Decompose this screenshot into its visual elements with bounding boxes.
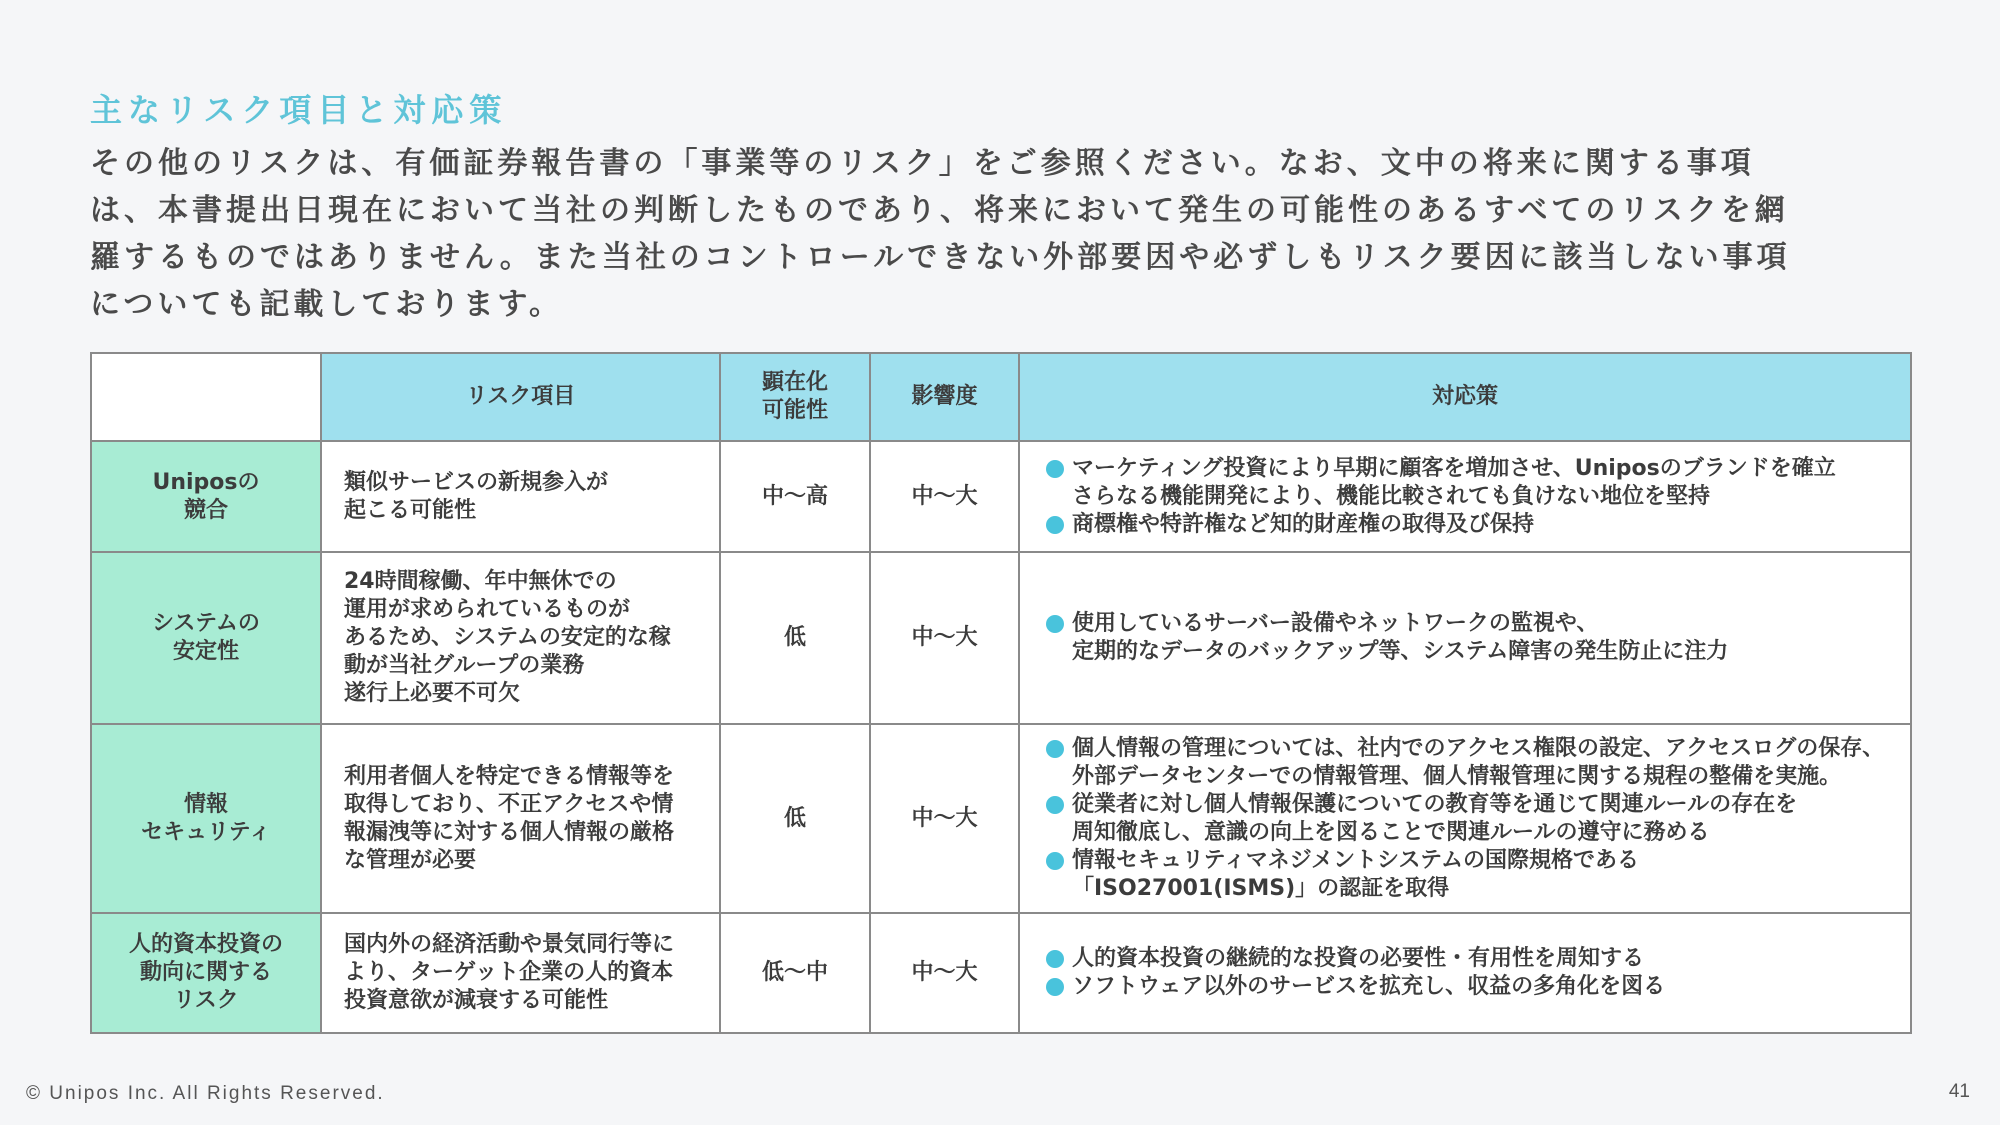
- category-line: 動向に関する: [139, 960, 272, 985]
- intro-line: についても記載しております。: [90, 287, 563, 322]
- item-line: 類似サービスの新規参入が: [344, 469, 609, 495]
- item-line: 取得しており、不正アクセスや情: [344, 791, 674, 817]
- measure-continuation: 「ISO27001(ISMS)」の認証を取得: [1072, 875, 1450, 901]
- intro-paragraph: [90, 140, 1890, 328]
- measure-item: [1046, 945, 1910, 973]
- page-number: 41: [1948, 1081, 1970, 1102]
- intro-line: 羅するものではありません。また当社のコントロールできない外部要因や必ずしもリスク要因に該当しない事項: [90, 240, 1791, 275]
- bullet-dot-icon: [1046, 460, 1064, 478]
- impact-cell: 中〜大: [870, 552, 1019, 724]
- item-line: 投資意欲が減衰する可能性: [344, 988, 609, 1013]
- table-row: [91, 724, 1911, 913]
- item-line: あるため、システムの安定的な稼: [344, 625, 671, 650]
- item-line: より、ターゲット企業の人的資本: [344, 960, 674, 985]
- header-impact: 影響度: [870, 353, 1019, 441]
- header-likelihood-line: 顕在化: [761, 370, 828, 395]
- bullet-dot-icon: [1046, 852, 1064, 870]
- measures-cell: [1019, 724, 1911, 913]
- risk-item-cell: [321, 441, 720, 552]
- measure-continuation: さらなる機能開発により、機能比較されても負けない地位を堅持: [1072, 483, 1711, 509]
- risk-item-cell: [321, 724, 720, 913]
- header-risk-item: リスク項目: [321, 353, 720, 441]
- item-line: 遂行上必要不可欠: [344, 681, 521, 706]
- measures-cell: [1019, 552, 1911, 724]
- impact-cell: 中〜大: [870, 724, 1019, 913]
- header-blank-cell: [91, 353, 321, 441]
- bullet-dot-icon: [1046, 615, 1064, 633]
- risk-category-cell: [91, 441, 321, 552]
- bullet-dot-icon: [1046, 978, 1064, 996]
- measure-text: 使用しているサーバー設備やネットワークの監視や、: [1072, 611, 1599, 636]
- bullet-dot-icon: [1046, 950, 1064, 968]
- impact-cell: 中〜大: [870, 913, 1019, 1033]
- table-header-row: [91, 353, 1911, 441]
- category-line: リスク: [173, 988, 239, 1013]
- risk-category-cell: [91, 552, 321, 724]
- measure-continuation: 外部データセンターでの情報管理、個人情報管理に関する規程の整備を実施。: [1072, 763, 1842, 789]
- measure-continuation: 定期的なデータのバックアップ等、システム障害の発生防止に注力: [1072, 639, 1729, 664]
- measure-item: [1046, 610, 1910, 638]
- measure-text: 個人情報の管理については、社内でのアクセス権限の設定、アクセスログの保存、: [1072, 735, 1885, 761]
- header-likelihood-line: 可能性: [761, 398, 828, 423]
- measure-item: [1046, 735, 1910, 763]
- category-line: 情報: [183, 791, 228, 817]
- bullet-dot-icon: [1046, 796, 1064, 814]
- item-line: 動が当社グループの業務: [344, 653, 585, 678]
- likelihood-cell: 中〜高: [720, 441, 870, 552]
- measure-text: 商標権や特許権など知的財産権の取得及び保持: [1072, 511, 1535, 537]
- copyright-text: © Unipos Inc. All Rights Reserved.: [26, 1083, 385, 1104]
- risk-category-cell: [91, 724, 321, 913]
- risk-item-cell: [321, 552, 720, 724]
- item-line: 国内外の経済活動や景気同行等に: [344, 932, 675, 957]
- measure-text: 情報セキュリティマネジメントシステムの国際規格である: [1072, 847, 1639, 873]
- bullet-dot-icon: [1046, 740, 1064, 758]
- measure-item: [1046, 791, 1910, 819]
- table-row: [91, 441, 1911, 552]
- item-line: な管理が必要: [344, 847, 477, 873]
- likelihood-cell: 低: [720, 724, 870, 913]
- risk-item-cell: [321, 913, 720, 1033]
- header-measures: 対応策: [1019, 353, 1911, 441]
- category-line: システムの: [152, 611, 260, 636]
- category-line: セキュリティ: [141, 819, 271, 845]
- item-line: 起こる可能性: [344, 497, 477, 523]
- item-line: 利用者個人を特定できる情報等を: [344, 763, 675, 789]
- measure-continuation: 周知徹底し、意識の向上を図ることで関連ルールの遵守に務める: [1072, 819, 1710, 845]
- measure-text: 従業者に対し個人情報保護についての教育等を通じて関連ルールの存在を: [1072, 791, 1798, 817]
- table-row: [91, 913, 1911, 1033]
- bullet-dot-icon: [1046, 516, 1064, 534]
- intro-line: は、本書提出日現在において当社の判断したものであり、将来において発生の可能性のあるすべてのリスクを網: [90, 193, 1789, 228]
- category-line: 安定性: [172, 639, 239, 664]
- section-heading: 主なリスク項目と対応策: [90, 91, 508, 129]
- risk-category-cell: [91, 913, 321, 1033]
- risk-table: [90, 352, 1912, 1034]
- likelihood-cell: 低〜中: [720, 913, 870, 1033]
- measure-item: [1046, 973, 1910, 1001]
- measures-cell: [1019, 913, 1911, 1033]
- measures-cell: [1019, 441, 1911, 552]
- measure-text: 人的資本投資の継続的な投資の必要性・有用性を周知する: [1072, 946, 1645, 971]
- item-line: 運用が求められているものが: [344, 597, 631, 622]
- category-line: 競合: [183, 497, 228, 523]
- item-line: 24時間稼働、年中無休での: [344, 569, 617, 594]
- likelihood-cell: 低: [720, 552, 870, 724]
- measure-item: [1046, 511, 1910, 539]
- item-line: 報漏洩等に対する個人情報の厳格: [344, 819, 675, 845]
- impact-cell: 中〜大: [870, 441, 1019, 552]
- measure-item: [1046, 847, 1910, 875]
- intro-line: その他のリスクは、有価証券報告書の「事業等のリスク」をご参照ください。なお、文中の将来に関する事項: [90, 146, 1755, 181]
- category-line: Uniposの: [152, 469, 260, 495]
- measure-text: ソフトウェア以外のサービスを拡充し、収益の多角化を図る: [1072, 974, 1666, 999]
- table-row: [91, 552, 1911, 724]
- category-line: 人的資本投資の: [128, 932, 283, 957]
- measure-item: [1046, 455, 1910, 483]
- header-likelihood: [720, 353, 870, 441]
- measure-text: マーケティング投資により早期に顧客を増加させ、Uniposのブランドを確立: [1072, 455, 1836, 481]
